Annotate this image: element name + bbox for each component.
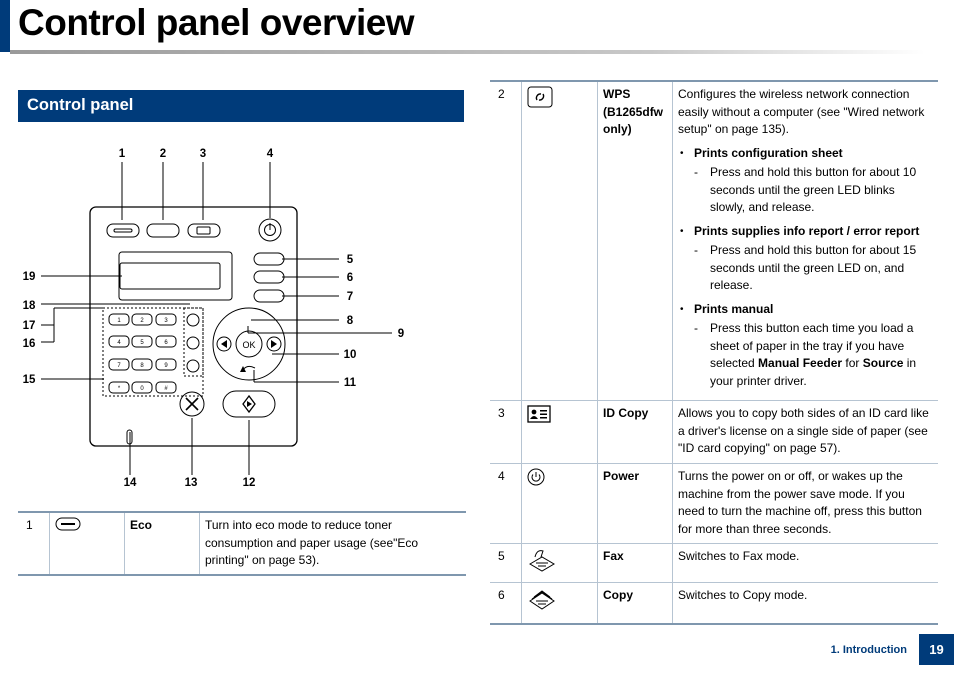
right-button-table xyxy=(490,80,938,625)
ok-label: OK xyxy=(242,340,256,350)
keypad-key: 0 xyxy=(140,386,144,392)
keypad-key: 4 xyxy=(117,340,121,346)
keypad-key: 3 xyxy=(164,318,168,324)
callout-label: 3 xyxy=(199,148,207,160)
row-number: 5 xyxy=(490,544,522,583)
detail-text: in your printer driver. xyxy=(710,356,917,388)
list-item-title: • Prints configuration sheet xyxy=(694,145,843,160)
keypad-key: * xyxy=(117,386,121,392)
callout-label: 5 xyxy=(346,254,354,266)
list-item xyxy=(694,301,933,391)
wps-icon xyxy=(522,81,598,401)
row-number: 2 xyxy=(490,81,522,401)
keypad-key: 8 xyxy=(140,363,144,369)
page-number: 19 xyxy=(919,634,954,665)
table-row xyxy=(490,464,938,544)
table-row xyxy=(18,512,466,575)
eco-icon xyxy=(50,512,125,575)
button-name: Power xyxy=(598,464,673,544)
callout-label: 1 xyxy=(118,148,126,160)
callout-label: 2 xyxy=(159,148,167,160)
list-item-detail: - Press and hold this button for about 10 seconds until the green LED blinks slowly, and release. xyxy=(694,164,933,217)
row-number: 1 xyxy=(18,512,50,575)
section-header: Control panel xyxy=(18,90,464,122)
detail-text: for xyxy=(842,356,863,370)
copy-icon xyxy=(522,583,598,624)
callout-label: 16 xyxy=(22,338,36,350)
fax-icon xyxy=(522,544,598,583)
callout-label: 19 xyxy=(22,271,36,283)
button-description: Turn into eco mode to reduce toner consumption and paper usage (see"Eco printing" on page 53). xyxy=(200,512,467,575)
list-item xyxy=(694,223,933,295)
list-item-title: • Prints supplies info report / error report xyxy=(694,223,920,238)
callout-label: 6 xyxy=(346,272,354,284)
detail-text: Press this button each time you load a sheet of paper in the tray if you have selected xyxy=(710,321,914,370)
control-panel-diagram xyxy=(14,140,405,500)
wps-function-list xyxy=(678,145,933,391)
left-button-table xyxy=(18,511,466,576)
button-description: Switches to Copy mode. xyxy=(673,583,939,624)
keypad-key: 5 xyxy=(140,340,144,346)
list-item-detail: - Press and hold this button for about 15 seconds until the green LED on, and release. xyxy=(694,242,933,295)
table-row xyxy=(490,81,938,401)
button-description: Switches to Fax mode. xyxy=(673,544,939,583)
power-icon xyxy=(522,464,598,544)
button-name: WPS (B1265dfw only) xyxy=(598,81,673,401)
callout-label: 10 xyxy=(343,349,357,361)
page-title: Control panel overview xyxy=(18,2,415,43)
keypad-key: 1 xyxy=(117,318,121,324)
detail-bold-text: Manual Feeder xyxy=(758,356,843,370)
callout-label: 17 xyxy=(22,320,36,332)
row-number: 6 xyxy=(490,583,522,624)
callout-label: 4 xyxy=(266,148,274,160)
callout-label: 12 xyxy=(242,477,256,489)
list-item-title: • Prints manual xyxy=(694,301,774,316)
list-item-detail xyxy=(694,320,933,390)
callout-label: 15 xyxy=(22,374,36,386)
button-name: Copy xyxy=(598,583,673,624)
keypad-key: 2 xyxy=(140,318,144,324)
table-row xyxy=(490,544,938,583)
button-name: Fax xyxy=(598,544,673,583)
table-row xyxy=(490,401,938,464)
callout-label: 9 xyxy=(397,328,405,340)
keypad-key: # xyxy=(164,386,168,392)
button-description: Allows you to copy both sides of an ID card like a driver's license on a single side of paper (see "ID card copying" on page 57). xyxy=(673,401,939,464)
list-item xyxy=(694,145,933,217)
keypad-key: 7 xyxy=(117,363,121,369)
button-description: Configures the wireless network connection easily without a computer (see "Wired network setup" on page 135). xyxy=(678,87,925,136)
button-name: ID Copy xyxy=(598,401,673,464)
title-underline xyxy=(10,50,925,54)
footer-chapter: 1. Introduction xyxy=(830,644,907,656)
callout-label: 8 xyxy=(346,315,354,327)
keypad-key: 6 xyxy=(164,340,168,346)
callout-label: 7 xyxy=(346,291,354,303)
row-number: 4 xyxy=(490,464,522,544)
callout-label: 18 xyxy=(22,300,36,312)
id-card-icon xyxy=(522,401,598,464)
button-description-cell xyxy=(673,81,939,401)
table-row xyxy=(490,583,938,624)
detail-bold-text: Source xyxy=(862,356,904,370)
button-name: Eco xyxy=(125,512,200,575)
row-number: 3 xyxy=(490,401,522,464)
callout-label: 13 xyxy=(184,477,198,489)
page-accent-bar xyxy=(0,0,10,52)
keypad-key: 9 xyxy=(164,363,168,369)
button-description: Turns the power on or off, or wakes up the machine from the power save mode. If you need to turn the machine off, press this button for more than three seconds. xyxy=(673,464,939,544)
callout-label: 11 xyxy=(343,377,357,389)
callout-label: 14 xyxy=(123,477,137,489)
